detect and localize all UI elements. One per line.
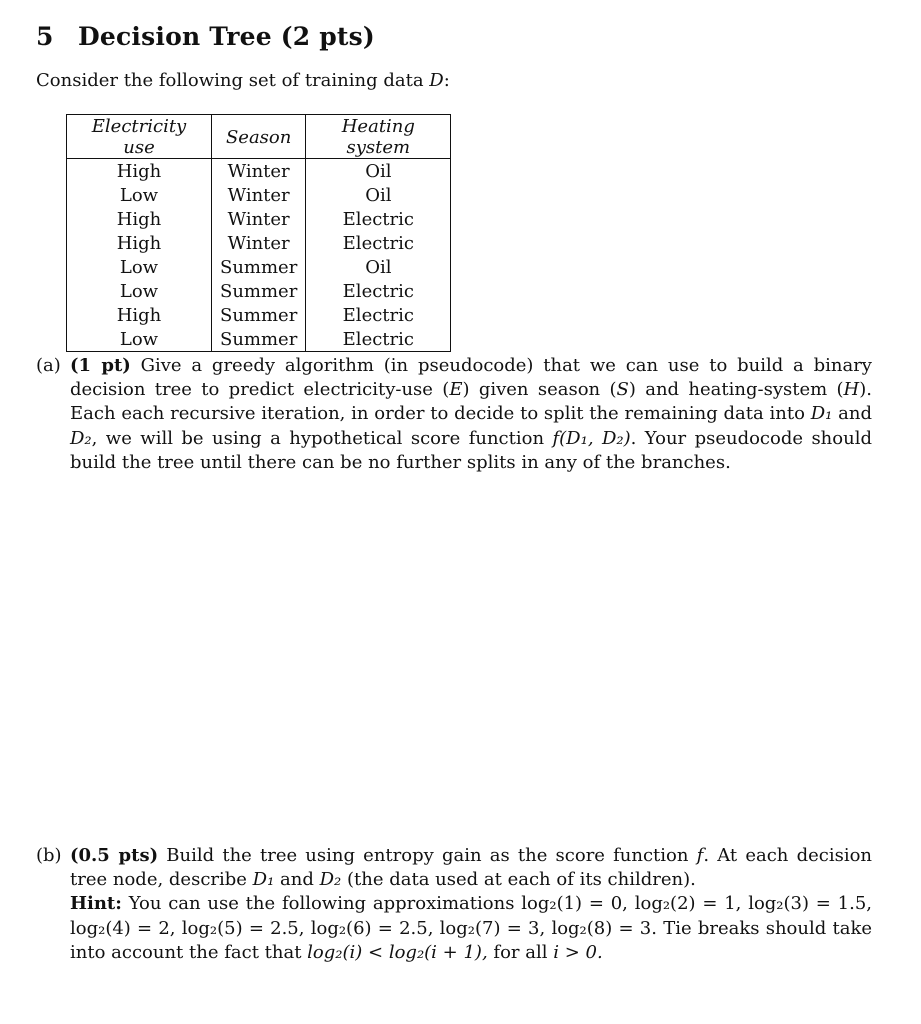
table-cell: Electric	[342, 304, 414, 326]
table-cell: Electric	[342, 280, 414, 302]
table-cell: Low	[67, 279, 212, 303]
part-points: (0.5 pts)	[70, 845, 159, 866]
table-cell: Summer	[212, 255, 306, 279]
part-points: (1 pt)	[70, 355, 131, 376]
approximation: log₂(6) = 2.5,	[310, 917, 434, 939]
table-row	[67, 183, 451, 207]
table-cell: Low	[67, 183, 212, 207]
table-cell: Electric	[342, 232, 414, 254]
table-cell: High	[67, 231, 212, 255]
table-cell: High	[67, 303, 212, 327]
table-row	[67, 231, 451, 255]
section-title: Decision Tree (2 pts)	[78, 22, 375, 51]
table-cell: Summer	[212, 303, 306, 327]
table-row	[67, 303, 451, 327]
question-part-a: (a) (1 pt) Give a greedy algorithm (in pseudocode) that we can use to build a binary decision tree to predict electricity-use (E) given season (S) and heating-system (H). Each each recursive iteration, in order to decide to split the remaining data into D₁ and D₂, we will be using a hypothetical score function f(D₁, D₂). Your pseudocode should build the tree until there can be no further splits in any of the branches.	[36, 355, 872, 473]
table-cell: Low	[67, 255, 212, 279]
approximation: log₂(2) = 1,	[634, 893, 742, 915]
hint-label: Hint:	[70, 893, 122, 915]
section-number: 5	[36, 22, 54, 51]
approximation: log₂(3) = 1.5,	[748, 893, 873, 915]
table-cell: Winter	[212, 231, 306, 255]
table-cell: Summer	[212, 327, 306, 352]
part-label: (b)	[36, 845, 62, 866]
column-header: Electricity use	[67, 115, 212, 159]
table-cell: Winter	[212, 159, 306, 184]
table-cell: Electric	[342, 208, 414, 230]
table-cell: Oil	[365, 256, 392, 278]
table-cell: High	[67, 159, 212, 184]
table-header-row	[67, 115, 451, 159]
dataset-symbol: D	[429, 70, 444, 91]
table-row	[67, 327, 451, 352]
column-header: Heating system	[306, 115, 451, 159]
table-cell: Summer	[212, 279, 306, 303]
question-part-b: (b) (0.5 pts) Build the tree using entropy gain as the score function f. At each decision tree node, describe D₁ and D₂ (the data used at each of its children). Hint: You can use the following approximations log₂(1) = 0, log₂(2) = 1, log₂(3) = 1.5, log₂(4) = 2, log₂(5) = 2.5, log₂(6) = 2.5, log₂(7) = 3, log₂(8) = 3. Tie breaks should take into account the fact that log₂(i) < log₂(i + 1), for all i > 0.	[36, 845, 873, 963]
approximation: log₂(7) = 3,	[439, 917, 546, 939]
table-row	[67, 207, 451, 231]
column-header: Season	[212, 115, 306, 159]
section-heading	[36, 22, 375, 51]
table-cell: Oil	[365, 160, 392, 182]
approximation: log₂(8) = 3.	[551, 917, 657, 939]
table-row	[67, 159, 451, 184]
table-cell: Electric	[342, 328, 414, 350]
intro-paragraph: Consider the following set of training data D:	[36, 70, 450, 91]
approximation: log₂(4) = 2,	[70, 917, 176, 939]
approximation: log₂(5) = 2.5,	[181, 917, 305, 939]
answer-space	[36, 480, 872, 830]
table-cell: Oil	[365, 184, 392, 206]
table-cell: High	[67, 207, 212, 231]
training-data-table	[66, 114, 451, 352]
table-cell: Low	[67, 327, 212, 352]
part-label: (a)	[36, 355, 61, 376]
table-row	[67, 255, 451, 279]
approximation: log₂(1) = 0,	[521, 893, 628, 915]
table-row	[67, 279, 451, 303]
table-cell: Winter	[212, 207, 306, 231]
table-cell: Winter	[212, 183, 306, 207]
